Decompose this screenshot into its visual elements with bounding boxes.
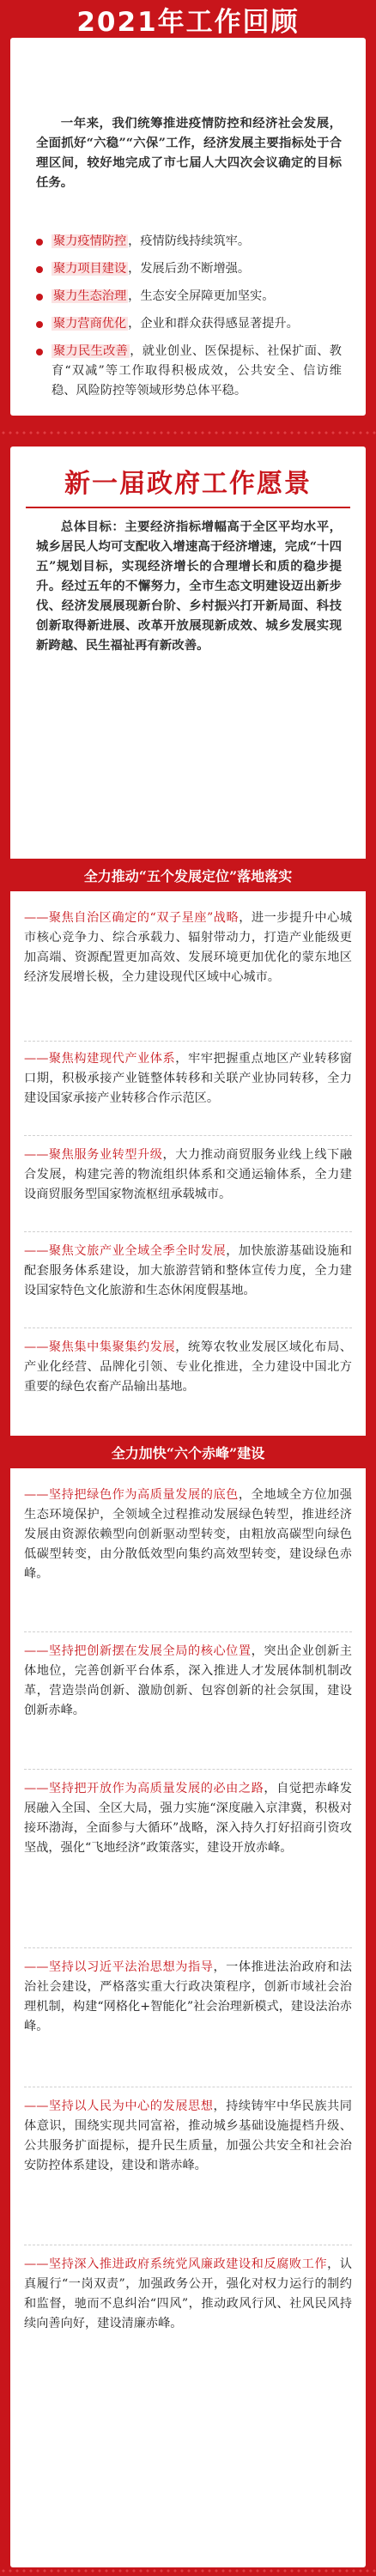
section2-intro-wrap xyxy=(36,517,342,655)
divider xyxy=(24,1769,352,1770)
goal-item xyxy=(24,908,352,987)
goal-item-text: ，自觉把赤峰发展融入全国、全区大局，强力实施“深度融入京津冀，积极对接环渤海，全面参与大循环”战略，深入持久打好招商引资攻坚战，强化“飞地经济”政策落实，建设开放赤峰。 xyxy=(24,1782,352,1855)
divider xyxy=(24,1631,352,1632)
review-item-text: ，就业创业、医保提标、社保扩面、教育“双减”等工作取得积极成效，公共安全、信访维稳、风险防控等领域形势总体平稳。 xyxy=(52,344,342,398)
section2-title-wrap xyxy=(10,462,366,500)
goal-item-head: ——坚持深入推进政府系统党风廉政建设和反腐败工作 xyxy=(24,2257,328,2271)
goal-item-text: ，大力推动商贸服务业线上线下融合发展，构建完善的物流组织体系和交通运输体系，全力建设商贸服务型国家物流枢纽承载城市。 xyxy=(24,1148,352,1201)
bullet-icon xyxy=(36,266,43,273)
goal-item-text: ，牢牢把握重点地区产业转移窗口期，积极承接产业链整体转移和关联产业协同转移，全力建设国家承接产业转移合作示范区。 xyxy=(24,1052,352,1105)
divider xyxy=(24,1041,352,1042)
review-item-head: 聚力生态治理 xyxy=(53,289,127,303)
band1-title: 全力推动“五个发展定位”落地落实 xyxy=(83,867,293,884)
review-item xyxy=(36,287,342,307)
section1-title-bar xyxy=(0,0,376,38)
goal-item xyxy=(24,1958,352,2037)
review-item-text: ，疫情防线持续筑牢。 xyxy=(128,234,251,248)
goal-item-head: ——聚焦服务业转型升级 xyxy=(24,1148,163,1162)
goal-item-text: ，全地域全方位加强生态环境保护，全领域全过程推动发展绿色转型，推进经济发展由资源依赖型向创新驱动型转变，由粗放高碳型向绿色低碳型转变，由分散低效型向集约高效型转变，建设绿色赤峰。 xyxy=(24,1488,352,1581)
review-item-text: ，生态安全屏障更加坚实。 xyxy=(128,289,275,303)
goal-item-head: ——坚持把绿色作为高质量发展的底色 xyxy=(24,1488,239,1502)
review-item xyxy=(36,232,342,252)
divider xyxy=(24,1135,352,1136)
goal-item-text: ，进一步提升中心城市核心竞争力、综合承载力、辐射带动力，打造产业能级更加高端、资源配置更加高效、发展环境更加优化的蒙东地区经济发展增长极，全力建设现代区域中心城市。 xyxy=(24,911,352,984)
goal-item xyxy=(24,1779,352,1858)
review-item xyxy=(36,342,342,401)
band-six-chifeng xyxy=(10,1436,366,1468)
goal-item-text: ，统筹农牧业发展区域化布局、产业化经营、品牌化引领、专业化推进，全力建设中国北方重要的绿色农畜产品输出基地。 xyxy=(24,1340,352,1394)
band-five-positions xyxy=(10,859,366,891)
review-item xyxy=(36,314,342,334)
goal-item-head: ——坚持把开放作为高质量发展的必由之路 xyxy=(24,1782,264,1795)
review-item-head: 聚力项目建设 xyxy=(53,262,127,276)
review-item xyxy=(36,259,342,279)
goal-item-head: ——坚持以人民为中心的发展思想 xyxy=(24,2099,214,2113)
bullet-icon xyxy=(36,239,43,246)
goal-item xyxy=(24,1242,352,1301)
divider xyxy=(24,1231,352,1232)
review-item-head: 聚力疫情防控 xyxy=(53,234,127,248)
decorative-dots xyxy=(0,2567,376,2576)
section2-title: 新一届政府工作愿景 xyxy=(64,469,312,499)
bullet-icon xyxy=(36,321,43,328)
goal-item-head: ——坚持把创新摆在发展全局的核心位置 xyxy=(24,1644,252,1658)
goal-item-head: ——聚焦集中集聚集约发展 xyxy=(24,1340,176,1354)
review-item-head: 聚力营商优化 xyxy=(53,317,127,331)
band2-title: 全力加快“六个赤峰”建设 xyxy=(111,1444,265,1461)
goal-item xyxy=(24,2097,352,2176)
goal-item xyxy=(24,1049,352,1109)
goal-item-text: ，突出企业创新主体地位，完善创新平台体系，深入推进人才发展体制机制改革，营造崇尚创新、激励创新、包容创新的社会氛围，建设创新赤峰。 xyxy=(24,1644,352,1717)
goal-item xyxy=(24,1338,352,1397)
goal-item-text: ，加快旅游基础设施和配套服务体系建设，加大旅游营销和整体宣传力度，全力建设国家特色文化旅游和生态休闲度假基地。 xyxy=(24,1244,352,1297)
goal-item-text: ，持续铸牢中华民族共同体意识，围绕实现共同富裕，推动城乡基础设施提档升级、公共服务扩面提标，提升民生质量，加强公共安全和社会治安防控体系建设，建设和谐赤峰。 xyxy=(24,2099,352,2172)
goal-item xyxy=(24,1145,352,1205)
goal-item xyxy=(24,1485,352,1584)
goal-item xyxy=(24,1642,352,1721)
goal-item-head: ——聚焦自治区确定的“双子星座”战略 xyxy=(24,911,240,925)
section2-intro: 总体目标：主要经济指标增幅高于全区平均水平，城乡居民人均可支配收入增速高于经济增速，完成“十四五”规划目标，实现经济增长的合理增长和质的稳步提升。经过五年的不懈努力，全市生态文明建设迈出新步伐、经济发展展现新台阶、乡村振兴打开新局面、科技创新取得新进展、改革开放展现新成效、城乡发展实现新跨越、民生福祉再有新改善。 xyxy=(36,519,342,653)
goal-item-head: ——坚持以习近平法治思想为指导 xyxy=(24,1960,214,1974)
bullet-icon xyxy=(36,294,43,301)
review-item-text: ，企业和群众获得感显著提升。 xyxy=(128,317,299,331)
goal-item-text: ，一体推进法治政府和法治社会建设，严格落实重大行政决策程序，创新市域社会治理机制，构建“网格化+智能化”社会治理新模式，建设法治赤峰。 xyxy=(24,1960,352,2033)
section1-intro: 一年来，我们统筹推进疫情防控和经济社会发展，全面抓好“六稳”“六保”工作，经济发展主要指标处于合理区间，较好地完成了市七届人大四次会议确定的目标任务。 xyxy=(36,116,342,190)
review-item-text: ，发展后劲不断增强。 xyxy=(128,262,251,276)
divider xyxy=(24,1947,352,1948)
review-item-head: 聚力民生改善 xyxy=(53,344,129,358)
goal-item-head: ——聚焦文旅产业全域全季全时发展 xyxy=(24,1244,227,1258)
goal-item xyxy=(24,2255,352,2334)
bullet-icon xyxy=(36,349,43,355)
goal-item-text: ，认真履行“一岗双责”，加强政务公开，强化对权力运行的制约和监督，驰而不息纠治“四风”，推动政风行风、社风民风持续向善向好，建设清廉赤峰。 xyxy=(24,2257,352,2330)
divider xyxy=(24,1327,352,1328)
decorative-dots xyxy=(0,429,376,438)
section1-title: 2021年工作回顾 xyxy=(76,6,300,38)
goal-item-head: ——聚焦构建现代产业体系 xyxy=(24,1052,176,1066)
section1-intro-wrap xyxy=(36,113,342,192)
title-divider xyxy=(26,507,350,508)
review-list xyxy=(36,232,342,409)
section1-card-header xyxy=(10,38,366,98)
